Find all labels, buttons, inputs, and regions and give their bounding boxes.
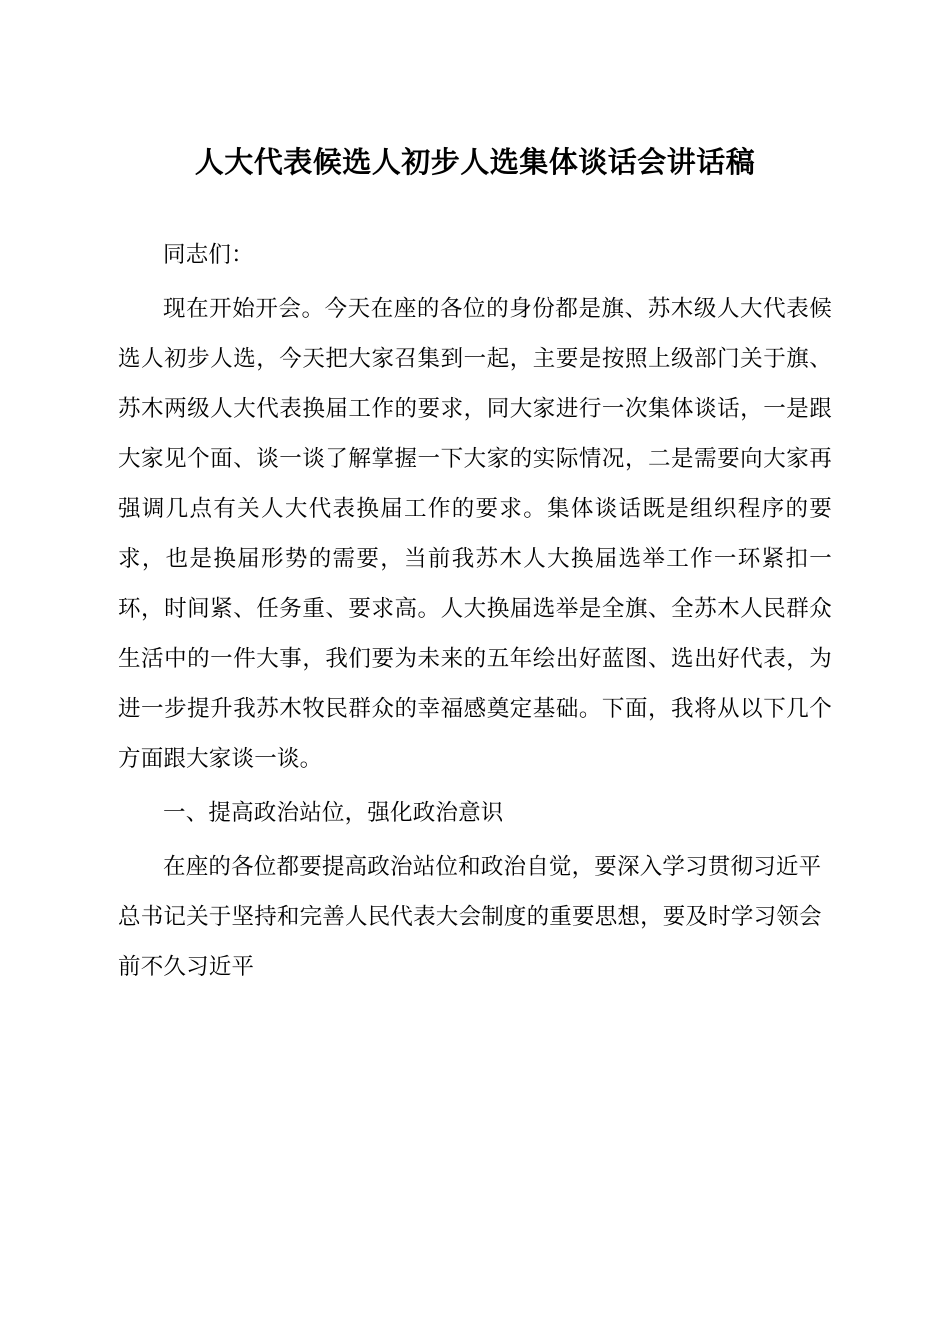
document-body (118, 140, 832, 996)
paragraph-section-one-body: 在座的各位都要提高政治站位和政治自觉，要深入学习贯彻习近平总书记关于坚持和完善人民代表大会制度的重要思想，要及时学习领会前不久习近平 (118, 854, 822, 980)
paragraph-opening: 现在开始开会。今天在座的各位的身份都是旗、苏木级人大代表候选人初步人选，今天把大家召集到一起，主要是按照上级部门关于旗、苏木两级人大代表换届工作的要求，同大家进行一次集体谈话，一是跟大家见个面、谈一谈了解掌握一下大家的实际情况，二是需要向大家再强调几点有关人大代表换届工作的要求。集体谈话既是组织程序的要求，也是换届形势的需要，当前我苏木人大换届选举工作一环紧扣一环，时间紧、任务重、要求高。人大换届选举是全旗、全苏木人民群众生活中的一件大事，我们要为未来的五年绘出好蓝图、选出好代表，为进一步提升我苏木牧民群众的幸福感奠定基础。下面，我将从以下几个方面跟大家谈一谈。 (118, 296, 832, 772)
paragraph-section-one-heading: 一、提高政治站位，强化政治意识 (163, 800, 504, 826)
paragraph-salutation: 同志们： (163, 242, 254, 268)
page-title: 人大代表候选人初步人选集体谈话会讲话稿 (194, 145, 756, 179)
